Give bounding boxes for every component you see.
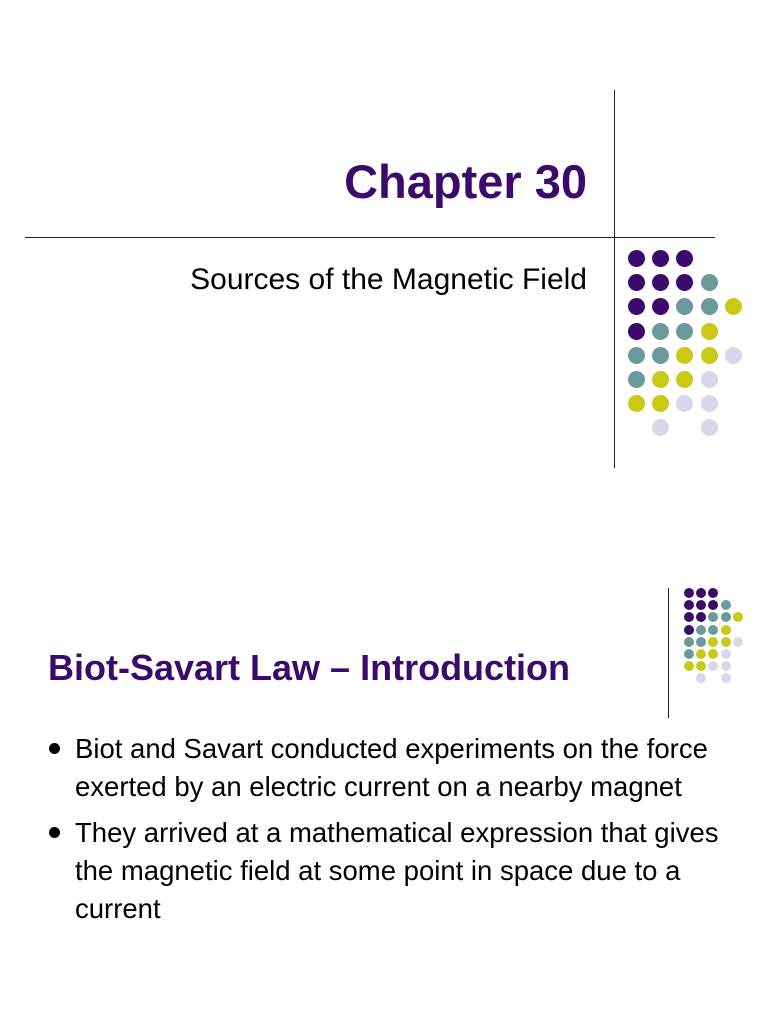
purple-dot bbox=[696, 600, 706, 610]
lavender-dot bbox=[696, 673, 706, 683]
bullet-item bbox=[46, 730, 736, 806]
yellow-dot bbox=[652, 395, 669, 412]
teal-dot bbox=[628, 371, 645, 388]
teal-dot bbox=[708, 612, 718, 622]
bullet-item bbox=[46, 814, 736, 928]
yellow-dot bbox=[721, 637, 731, 647]
lavender-dot bbox=[701, 419, 718, 436]
purple-dot bbox=[708, 588, 718, 598]
yellow-dot bbox=[628, 395, 645, 412]
purple-dot bbox=[628, 298, 645, 315]
bullet-icon bbox=[49, 743, 60, 754]
bullet-list bbox=[46, 730, 736, 936]
yellow-dot bbox=[696, 661, 706, 671]
purple-dot bbox=[628, 250, 645, 267]
purple-dot bbox=[684, 588, 694, 598]
teal-dot bbox=[652, 347, 669, 364]
lavender-dot bbox=[701, 371, 718, 388]
lavender-dot bbox=[676, 395, 693, 412]
teal-dot bbox=[701, 298, 718, 315]
chapter-subtitle: Sources of the Magnetic Field bbox=[190, 263, 587, 296]
teal-dot bbox=[708, 625, 718, 635]
teal-dot bbox=[628, 347, 645, 364]
purple-dot bbox=[652, 298, 669, 315]
lavender-dot bbox=[652, 419, 669, 436]
bullet-text: Biot and Savart conducted experiments on the force exerted by an electric current on a nearby magnet bbox=[75, 733, 708, 802]
teal-dot bbox=[684, 649, 694, 659]
purple-dot bbox=[684, 600, 694, 610]
teal-dot bbox=[652, 323, 669, 340]
lavender-dot bbox=[701, 395, 718, 412]
lavender-dot bbox=[721, 673, 731, 683]
purple-dot bbox=[684, 625, 694, 635]
purple-dot bbox=[696, 588, 706, 598]
yellow-dot bbox=[676, 347, 693, 364]
vertical-divider bbox=[668, 588, 669, 718]
teal-dot bbox=[676, 323, 693, 340]
lavender-dot bbox=[721, 649, 731, 659]
purple-dot bbox=[684, 612, 694, 622]
slide-title: Biot-Savart Law – Introduction bbox=[48, 647, 571, 688]
yellow-dot bbox=[696, 649, 706, 659]
yellow-dot bbox=[708, 649, 718, 659]
lavender-dot bbox=[733, 637, 743, 647]
teal-dot bbox=[721, 612, 731, 622]
yellow-dot bbox=[721, 625, 731, 635]
vertical-divider bbox=[614, 90, 615, 468]
lavender-dot bbox=[721, 661, 731, 671]
purple-dot bbox=[652, 250, 669, 267]
teal-dot bbox=[684, 637, 694, 647]
purple-dot bbox=[708, 600, 718, 610]
yellow-dot bbox=[701, 323, 718, 340]
yellow-dot bbox=[684, 661, 694, 671]
lavender-dot bbox=[708, 661, 718, 671]
purple-dot bbox=[676, 250, 693, 267]
purple-dot bbox=[628, 274, 645, 291]
yellow-dot bbox=[708, 637, 718, 647]
teal-dot bbox=[696, 637, 706, 647]
purple-dot bbox=[676, 274, 693, 291]
teal-dot bbox=[696, 625, 706, 635]
purple-dot bbox=[628, 323, 645, 340]
yellow-dot bbox=[652, 371, 669, 388]
yellow-dot bbox=[725, 298, 742, 315]
teal-dot bbox=[701, 274, 718, 291]
yellow-dot bbox=[733, 612, 743, 622]
yellow-dot bbox=[701, 347, 718, 364]
purple-dot bbox=[696, 612, 706, 622]
purple-dot bbox=[652, 274, 669, 291]
horizontal-divider bbox=[25, 237, 715, 238]
yellow-dot bbox=[676, 371, 693, 388]
bullet-text: They arrived at a mathematical expression that gives the magnetic field at some point in space due to a current bbox=[75, 817, 719, 924]
chapter-title: Chapter 30 bbox=[344, 155, 587, 208]
lavender-dot bbox=[725, 347, 742, 364]
bullet-icon bbox=[49, 827, 60, 838]
content-slide bbox=[0, 512, 768, 1024]
teal-dot bbox=[721, 600, 731, 610]
teal-dot bbox=[676, 298, 693, 315]
